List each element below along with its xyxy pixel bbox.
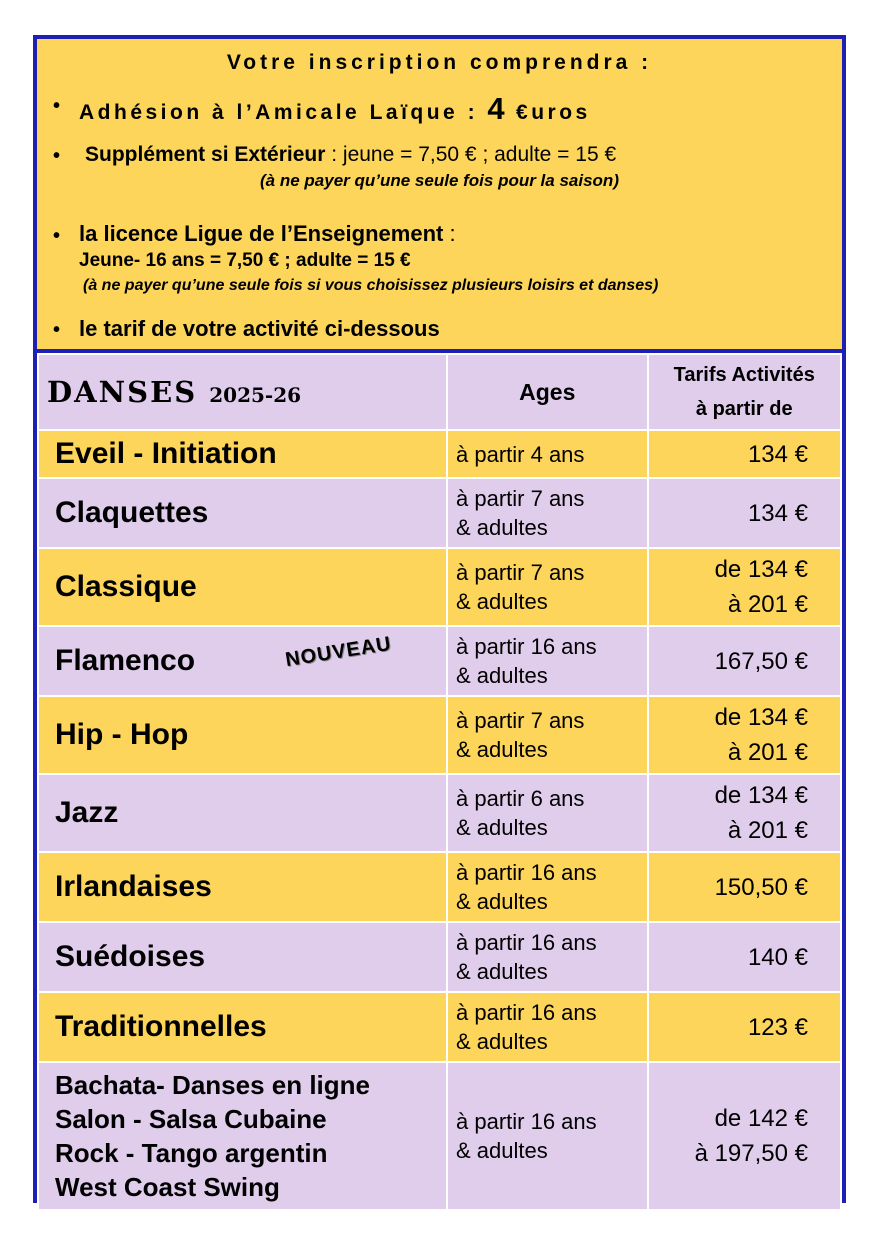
price: à 197,50 € (694, 1140, 808, 1167)
price-cell (648, 992, 842, 1062)
dance-name: Suédoises (55, 940, 206, 973)
age-range-cell (447, 852, 647, 922)
price: 123 € (747, 1013, 808, 1041)
dance-name-cell (38, 696, 447, 774)
table-row (38, 774, 841, 852)
price-cell (648, 852, 842, 922)
licence-label: la licence Ligue de l’Enseignement (79, 221, 444, 246)
price: 167,50 € (714, 647, 808, 675)
age-range: & adultes (456, 737, 548, 762)
dance-name: West Coast Swing (55, 1172, 280, 1202)
dance-name-cell (38, 992, 447, 1062)
info-title: Votre inscription comprendra : (226, 51, 653, 74)
dance-name: Flamenco (55, 644, 196, 677)
table-row (38, 626, 841, 696)
dance-name-cell (38, 922, 447, 992)
price: 134 € (747, 440, 808, 468)
tarifs-heading-line1: Tarifs Activités (673, 364, 815, 386)
age-range: à partir 7 ans (456, 486, 585, 511)
price: 140 € (747, 943, 808, 971)
age-range: à partir 7 ans (456, 560, 585, 585)
age-range-cell (447, 478, 647, 548)
price-cell (648, 1062, 842, 1210)
age-range: à partir 16 ans (456, 1109, 597, 1134)
supplement-detail: : jeune = 7,50 € ; adulte = 15 € (325, 143, 617, 166)
adhesion-amount: 4 (487, 91, 507, 126)
age-range: & adultes (456, 959, 548, 984)
dance-name-cell (38, 548, 447, 626)
licence-colon: : (443, 221, 456, 246)
adhesion-unit: €uros (516, 101, 591, 124)
price: de 134 € (714, 704, 808, 731)
price: à 201 € (727, 817, 808, 844)
table-row (38, 548, 841, 626)
danses-title: DANSES (47, 375, 198, 409)
dance-name: Rock - Tango argentin (55, 1138, 328, 1168)
danses-heading (38, 354, 447, 430)
flyer-frame (33, 35, 846, 1203)
age-range: à partir 6 ans (456, 786, 585, 811)
dance-name: Salon - Salsa Cubaine (55, 1104, 327, 1134)
table-header-row (38, 354, 841, 430)
age-range: & adultes (456, 663, 548, 688)
price-cell (648, 430, 842, 478)
supplement-label: Supplément si Extérieur (85, 143, 326, 166)
age-range-cell (447, 430, 647, 478)
age-range: & adultes (456, 1138, 548, 1163)
table-row (38, 922, 841, 992)
age-range: à partir 16 ans (456, 860, 597, 885)
table-row (38, 992, 841, 1062)
table-row (38, 696, 841, 774)
age-range: & adultes (456, 815, 548, 840)
age-range: à partir 7 ans (456, 708, 585, 733)
dance-name-cell (38, 626, 447, 696)
table-row (38, 852, 841, 922)
dance-name: Hip - Hop (55, 718, 189, 751)
price-cell (648, 696, 842, 774)
tarifs-heading-line2: à partir de (695, 398, 793, 420)
age-range: & adultes (456, 889, 548, 914)
registration-info-panel (37, 39, 842, 353)
adhesion-line (79, 91, 591, 127)
dance-name: Traditionnelles (55, 1010, 267, 1043)
age-range: & adultes (456, 589, 548, 614)
age-range-cell (447, 992, 647, 1062)
price: 134 € (747, 499, 808, 527)
age-range-cell (447, 774, 647, 852)
dance-name: Bachata- Danses en ligne (55, 1070, 370, 1100)
age-range: à partir 16 ans (456, 634, 597, 659)
season-year: 2025-26 (209, 383, 302, 407)
dance-name: Irlandaises (55, 870, 212, 903)
age-range-cell (447, 626, 647, 696)
table-row (38, 478, 841, 548)
bullet: • (53, 145, 61, 167)
age-range-cell (447, 1062, 647, 1210)
age-range-cell (447, 696, 647, 774)
licence-line (79, 221, 456, 247)
age-range: & adultes (456, 1029, 548, 1054)
tarif-line: le tarif de votre activité ci-dessous (79, 316, 440, 341)
dance-name-cell (38, 478, 447, 548)
price: à 201 € (727, 739, 808, 766)
tarifs-heading (648, 354, 842, 430)
bullet: • (53, 95, 61, 117)
dance-name-cell (38, 1062, 447, 1210)
price-cell (648, 548, 842, 626)
new-badge: NOUVEAU (283, 632, 393, 672)
age-range-cell (447, 922, 647, 992)
price-cell (648, 922, 842, 992)
price: 150,50 € (714, 873, 808, 901)
dance-name-cell (38, 774, 447, 852)
age-range: à partir 16 ans (456, 1000, 597, 1025)
ages-heading: Ages (447, 354, 647, 430)
supplement-note: (à ne payer qu’une seule fois pour la saison) (260, 171, 619, 190)
price: de 142 € (714, 1105, 808, 1132)
dance-name: Jazz (55, 796, 119, 829)
age-range: & adultes (456, 515, 548, 540)
price: de 134 € (714, 782, 808, 809)
adhesion-label: Adhésion à l’Amicale Laïque : (79, 101, 479, 124)
dance-name-cell (38, 852, 447, 922)
price: de 134 € (714, 556, 808, 583)
price-cell (648, 626, 842, 696)
price: à 201 € (727, 591, 808, 618)
price-cell (648, 478, 842, 548)
licence-detail: Jeune- 16 ans = 7,50 € ; adulte = 15 € (79, 250, 411, 271)
age-range: à partir 16 ans (456, 930, 597, 955)
dance-name: Classique (55, 570, 197, 603)
dance-name-cell (38, 430, 447, 478)
dance-name: Claquettes (55, 496, 209, 529)
dance-name: Eveil - Initiation (55, 437, 277, 470)
price-cell (648, 774, 842, 852)
table-row (38, 430, 841, 478)
licence-note: (à ne payer qu’une seule fois si vous choisissez plusieurs loisirs et danses) (83, 277, 659, 294)
bullet: • (53, 319, 61, 341)
table-row (38, 1062, 841, 1210)
danses-table (37, 353, 842, 1211)
bullet: • (53, 225, 61, 247)
supplement-line (85, 143, 616, 167)
age-range-cell (447, 548, 647, 626)
age-range: à partir 4 ans (456, 441, 585, 467)
